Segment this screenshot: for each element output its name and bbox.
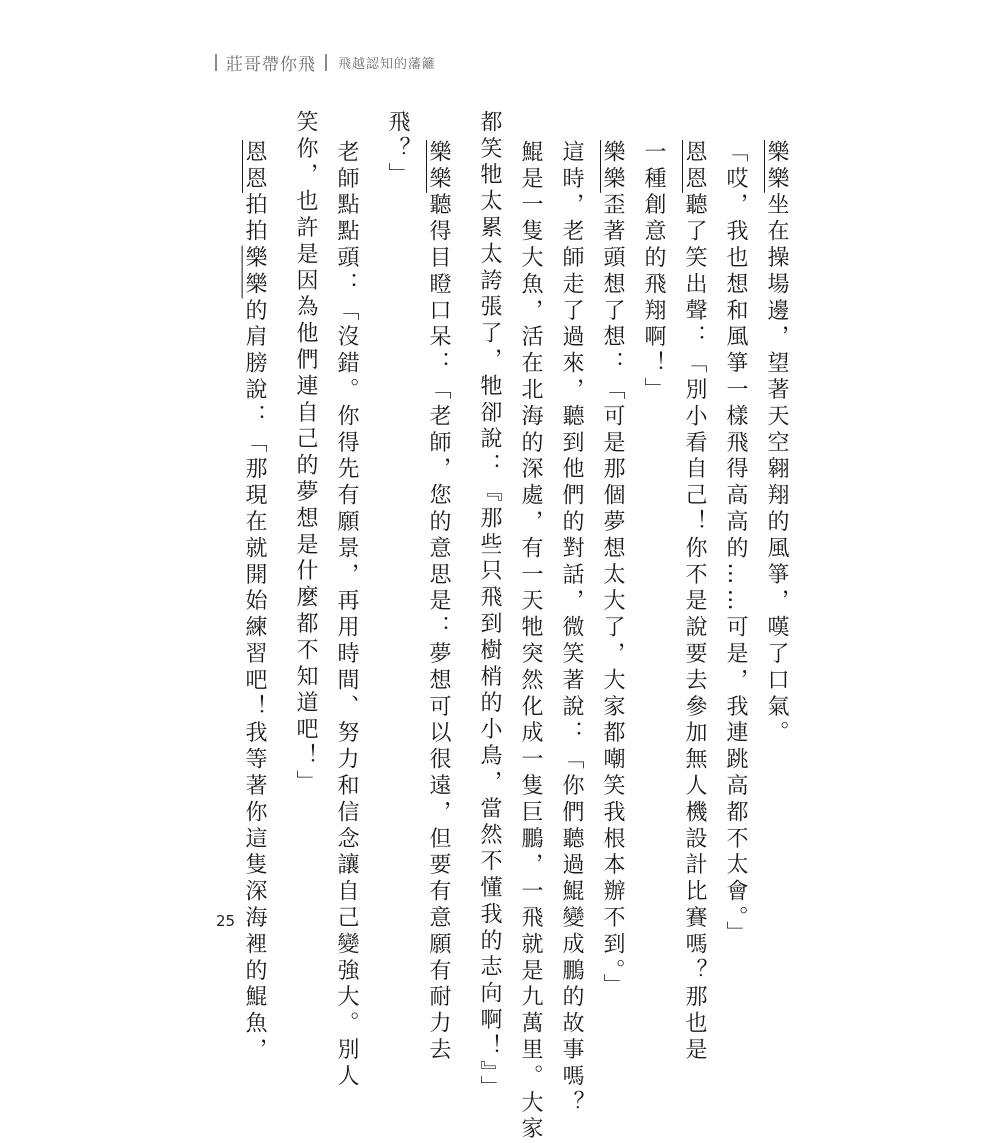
character-name: 樂樂 bbox=[426, 140, 451, 193]
text-line: 恩恩拍拍樂樂的肩膀說：「那現在就開始練習吧！我等著你這隻深海裡的鯤魚， bbox=[242, 140, 267, 1065]
character-name: 樂樂 bbox=[242, 245, 267, 299]
character-name: 恩恩 bbox=[682, 140, 707, 193]
text-line: 樂樂坐在操場邊，望著天空翱翔的風箏，嘆了口氣。 bbox=[764, 140, 789, 748]
character-name: 恩恩 bbox=[242, 140, 267, 193]
text-line: 鯤是一隻大魚，活在北海的深處，有一天牠突然化成一隻巨鵬，一飛就是九萬里。大家 bbox=[518, 140, 543, 1143]
text-line: 一種創意的飛翔啊！」 bbox=[641, 140, 666, 404]
text-line: 飛？」 bbox=[385, 110, 410, 190]
text-line: 這時，老師走了過來，聽到他們的對話，微笑著說：「你們聽過鯤變成鵬的故事嗎？ bbox=[559, 140, 584, 1117]
page-number: 25 bbox=[216, 912, 236, 930]
text-line: 樂樂聽得目瞪口呆：「老師，您的意思是：夢想可以很遠，但要有意願有耐力去 bbox=[426, 140, 451, 1065]
text-line: 樂樂歪著頭想了想：「可是那個夢想太大了，大家都嘲笑我根本辦不到。」 bbox=[600, 140, 625, 1001]
chapter-title: 飛越認知的藩籬 bbox=[338, 56, 437, 72]
text-line: 笑你，也許是因為他們連自己的夢想是什麼都不知道吧！」 bbox=[293, 110, 318, 797]
text-line: 都笑牠太累太誇張了，牠卻說：『那些只飛到樹梢的小鳥，當然不懂我的志向啊！』」 bbox=[477, 110, 502, 1103]
text-line: 恩恩聽了笑出聲：「別小看自己！你不是說要去參加無人機設計比賽嗎？那也是 bbox=[682, 140, 707, 1065]
character-name: 樂樂 bbox=[600, 140, 625, 193]
vertical-text-body bbox=[200, 0, 800, 1143]
book-title: 莊哥帶你飛 bbox=[226, 54, 316, 75]
character-name: 樂樂 bbox=[764, 140, 789, 193]
text-line: 「哎，我也想和風箏一樣飛得高高的……可是，我連跳高都不太會。」 bbox=[723, 140, 748, 948]
text-line: 老師點點頭：「沒錯。你得先有願景，再用時間、努力和信念讓自己變強大。別人 bbox=[334, 140, 359, 1091]
